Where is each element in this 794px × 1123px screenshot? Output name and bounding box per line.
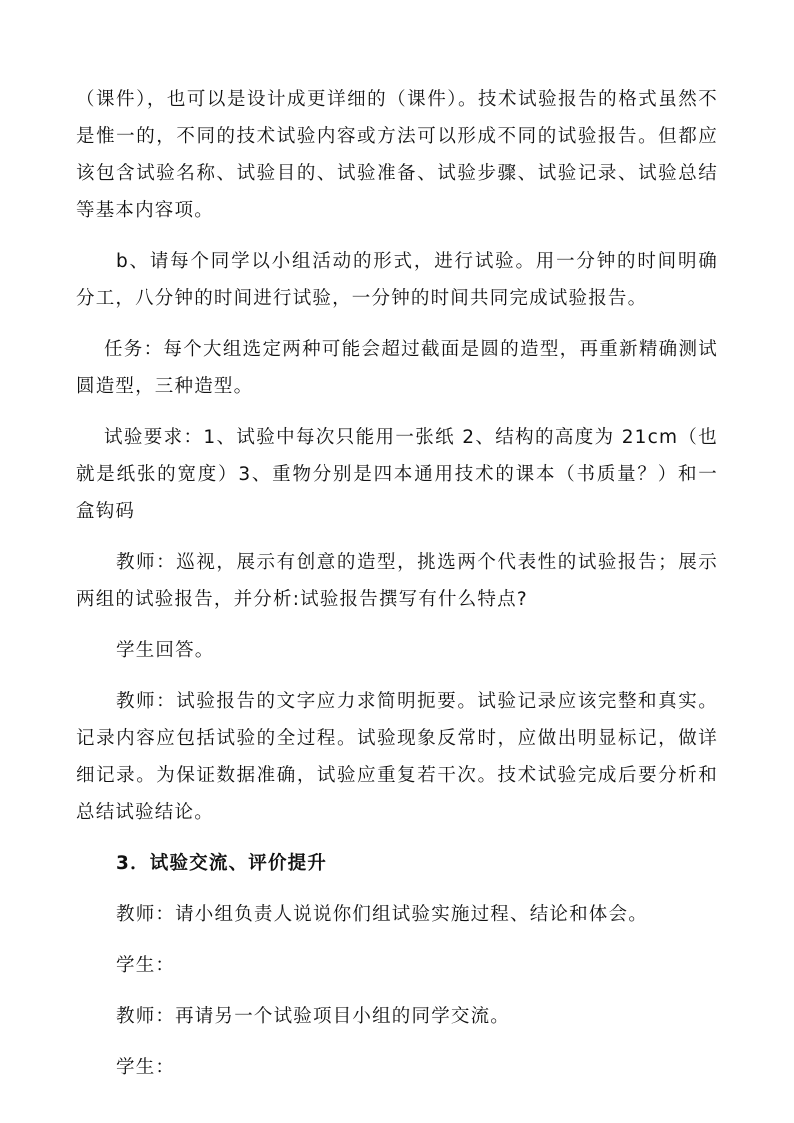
paragraph-teacher-invite: 教师：再请另一个试验项目小组的同学交流。 [116,1006,511,1027]
paragraph-student-2: 学生： [116,1057,176,1078]
paragraph-task: 任务：每个大组选定两种可能会超过截面是圆的造型，再重新精确测试圆造型，三种造型。 [76,339,718,397]
paragraph-group-activity: b、请每个同学以小组活动的形式，进行试验。用一分钟的时间明确分工，八分钟的时间进行试验，一分钟的时间共同完成试验报告。 [76,251,718,309]
paragraph-teacher-ask: 教师：请小组负责人说说你们组试验实施过程、结论和体会。 [116,904,648,925]
paragraph-requirements: 试验要求：1、试验中每次只能用一张纸 2、结构的高度为 21cm（也就是纸张的宽度）3、重物分别是四本通用技术的课本（书质量？）和一盒钩码 [76,427,718,522]
paragraph-teacher-summary: 教师：试验报告的文字应力求简明扼要。试验记录应该完整和真实。记录内容应包括试验的全过程。试验现象反常时，应做出明显标记，做详细记录。为保证数据准确，试验应重复若干次。技术试验完成后要分析和总结试验结论。 [76,691,718,823]
paragraph-report-format: （课件），也可以是设计成更详细的（课件）。技术试验报告的格式虽然不是惟一的，不同的技术试验内容或方法可以形成不同的试验报告。但都应该包含试验名称、试验目的、试验准备、试验步骤、试验记录、试验总结等基本内容项。 [76,89,718,221]
paragraph-student-answer: 学生回答。 [116,640,215,661]
paragraph-student-1: 学生： [116,955,176,976]
document-page [76,0,718,1100]
section-heading-exchange: 3．试验交流、评价提升 [116,853,328,874]
paragraph-teacher-patrol: 教师：巡视，展示有创意的造型，挑选两个代表性的试验报告；展示两组的试验报告，并分析:试验报告撰写有什么特点? [76,552,718,610]
